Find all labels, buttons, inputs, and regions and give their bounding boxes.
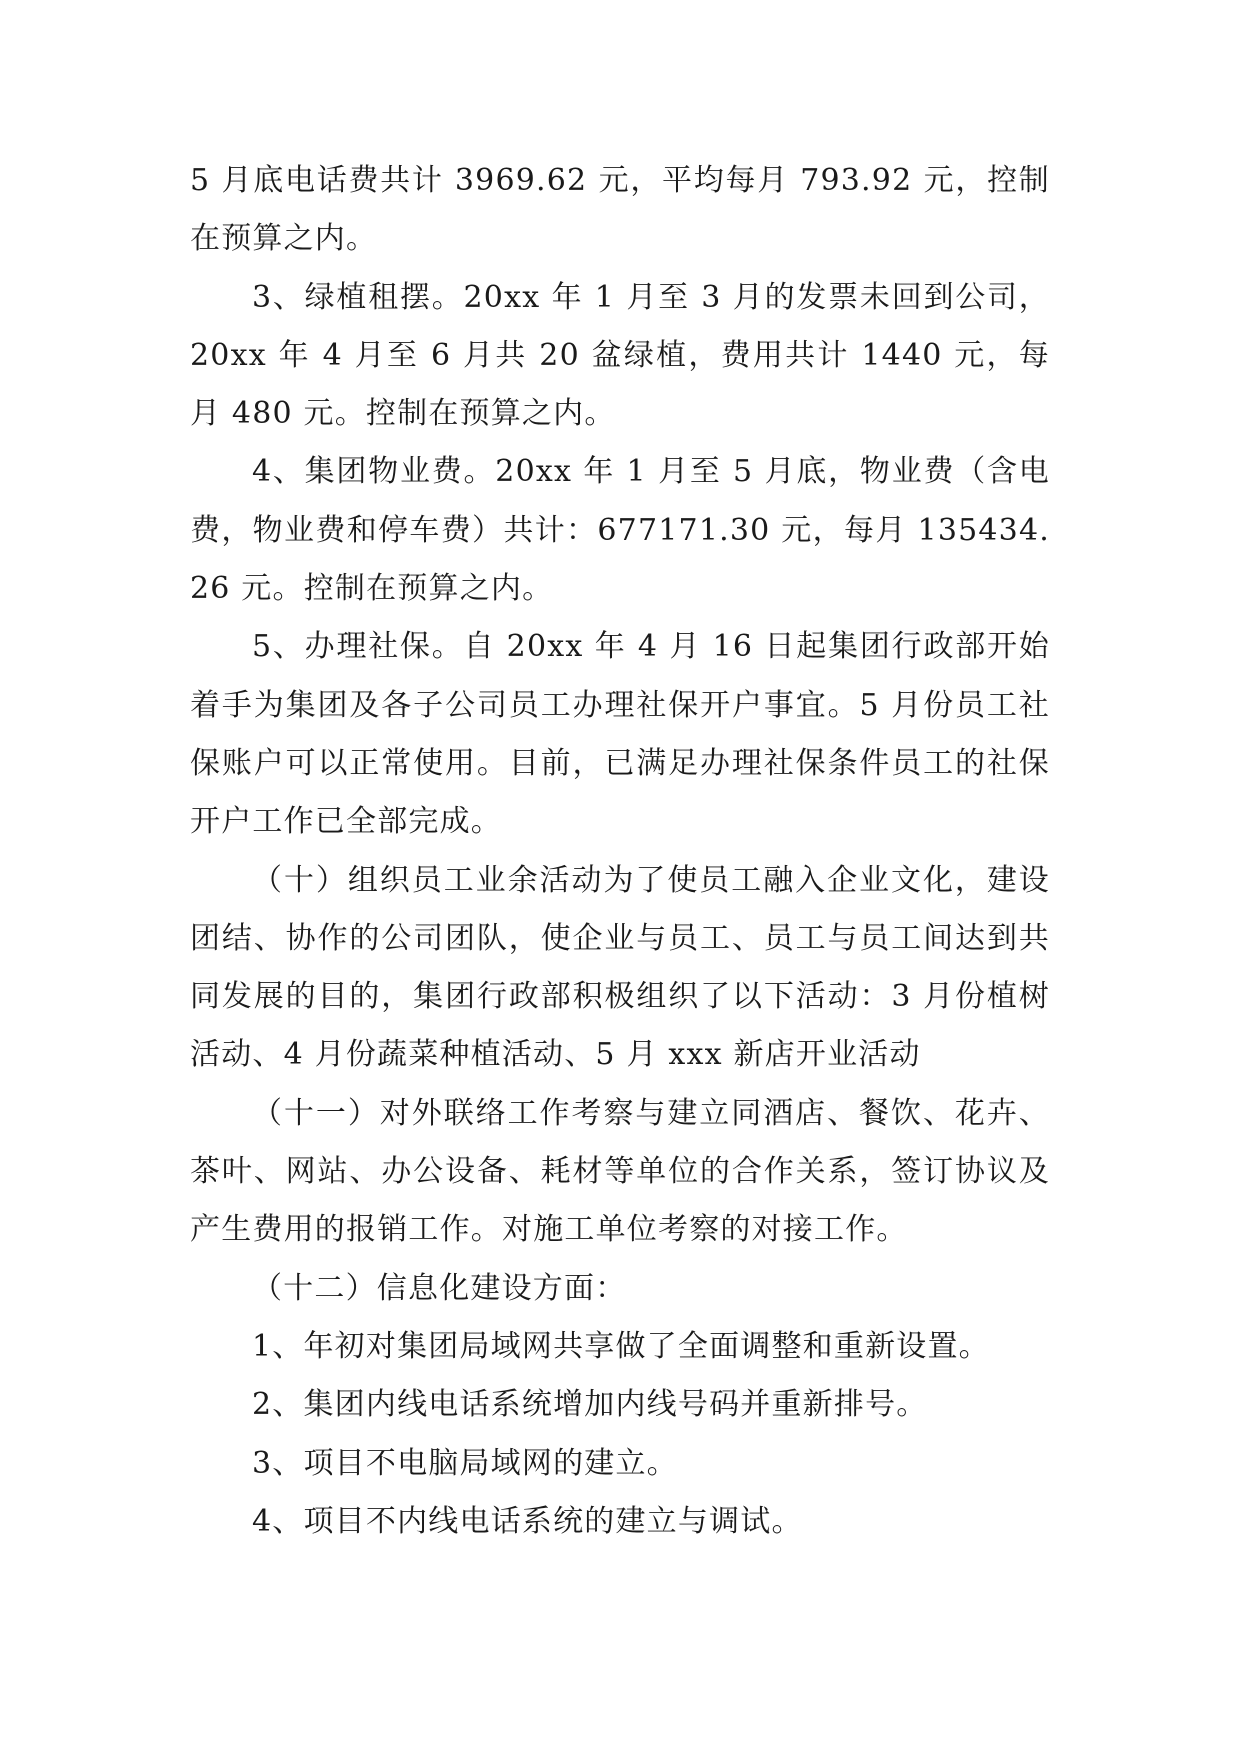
paragraph-external-liaison: （十一）对外联络工作考察与建立同酒店、餐饮、花卉、茶叶、网站、办公设备、耗材等单位的合作关系，签订协议及产生费用的报销工作。对施工单位考察的对接工作。 bbox=[190, 1095, 1050, 1248]
paragraph-phone-fee: 5 月底电话费共计 3969.62 元，平均每月 793.92 元，控制在预算之内。 bbox=[190, 163, 1050, 257]
paragraph-social-insurance: 5、办理社保。自 20xx 年 4 月 16 日起集团行政部开始着手为集团及各子公司员工办理社保开户事宜。5 月份员工社保账户可以正常使用。目前，已满足办理社保条件员工的社保开户工作已全部完成。 bbox=[190, 629, 1050, 840]
list-item-phone-numbers: 2、集团内线电话系统增加内线号码并重新排号。 bbox=[252, 1387, 928, 1423]
paragraph-it-heading: （十二）信息化建设方面： bbox=[252, 1270, 627, 1306]
list-item-lan-sharing: 1、年初对集团局域网共享做了全面调整和重新设置。 bbox=[252, 1328, 990, 1364]
paragraph-property-fee: 4、集团物业费。20xx 年 1 月至 5 月底，物业费（含电费，物业费和停车费）共计：677171.30 元，每月 135434.26 元。控制在预算之内。 bbox=[190, 454, 1050, 607]
paragraph-employee-activities: （十）组织员工业余活动为了使员工融入企业文化，建设团结、协作的公司团队，使企业与员工、员工与员工间达到共同发展的目的，集团行政部积极组织了以下活动：3 月份植树活动、4 月份蔬菜种植活动、5 月 xxx 新店开业活动 bbox=[190, 862, 1050, 1073]
document-body bbox=[190, 152, 1050, 1551]
paragraph-plant-rental: 3、绿植租摆。20xx 年 1 月至 3 月的发票未回到公司，20xx 年 4 月至 6 月共 20 盆绿植，费用共计 1440 元，每月 480 元。控制在预算之内。 bbox=[190, 279, 1050, 432]
list-item-project-phone: 4、项目不内线电话系统的建立与调试。 bbox=[252, 1503, 803, 1539]
list-item-project-lan: 3、项目不电脑局域网的建立。 bbox=[252, 1445, 678, 1481]
